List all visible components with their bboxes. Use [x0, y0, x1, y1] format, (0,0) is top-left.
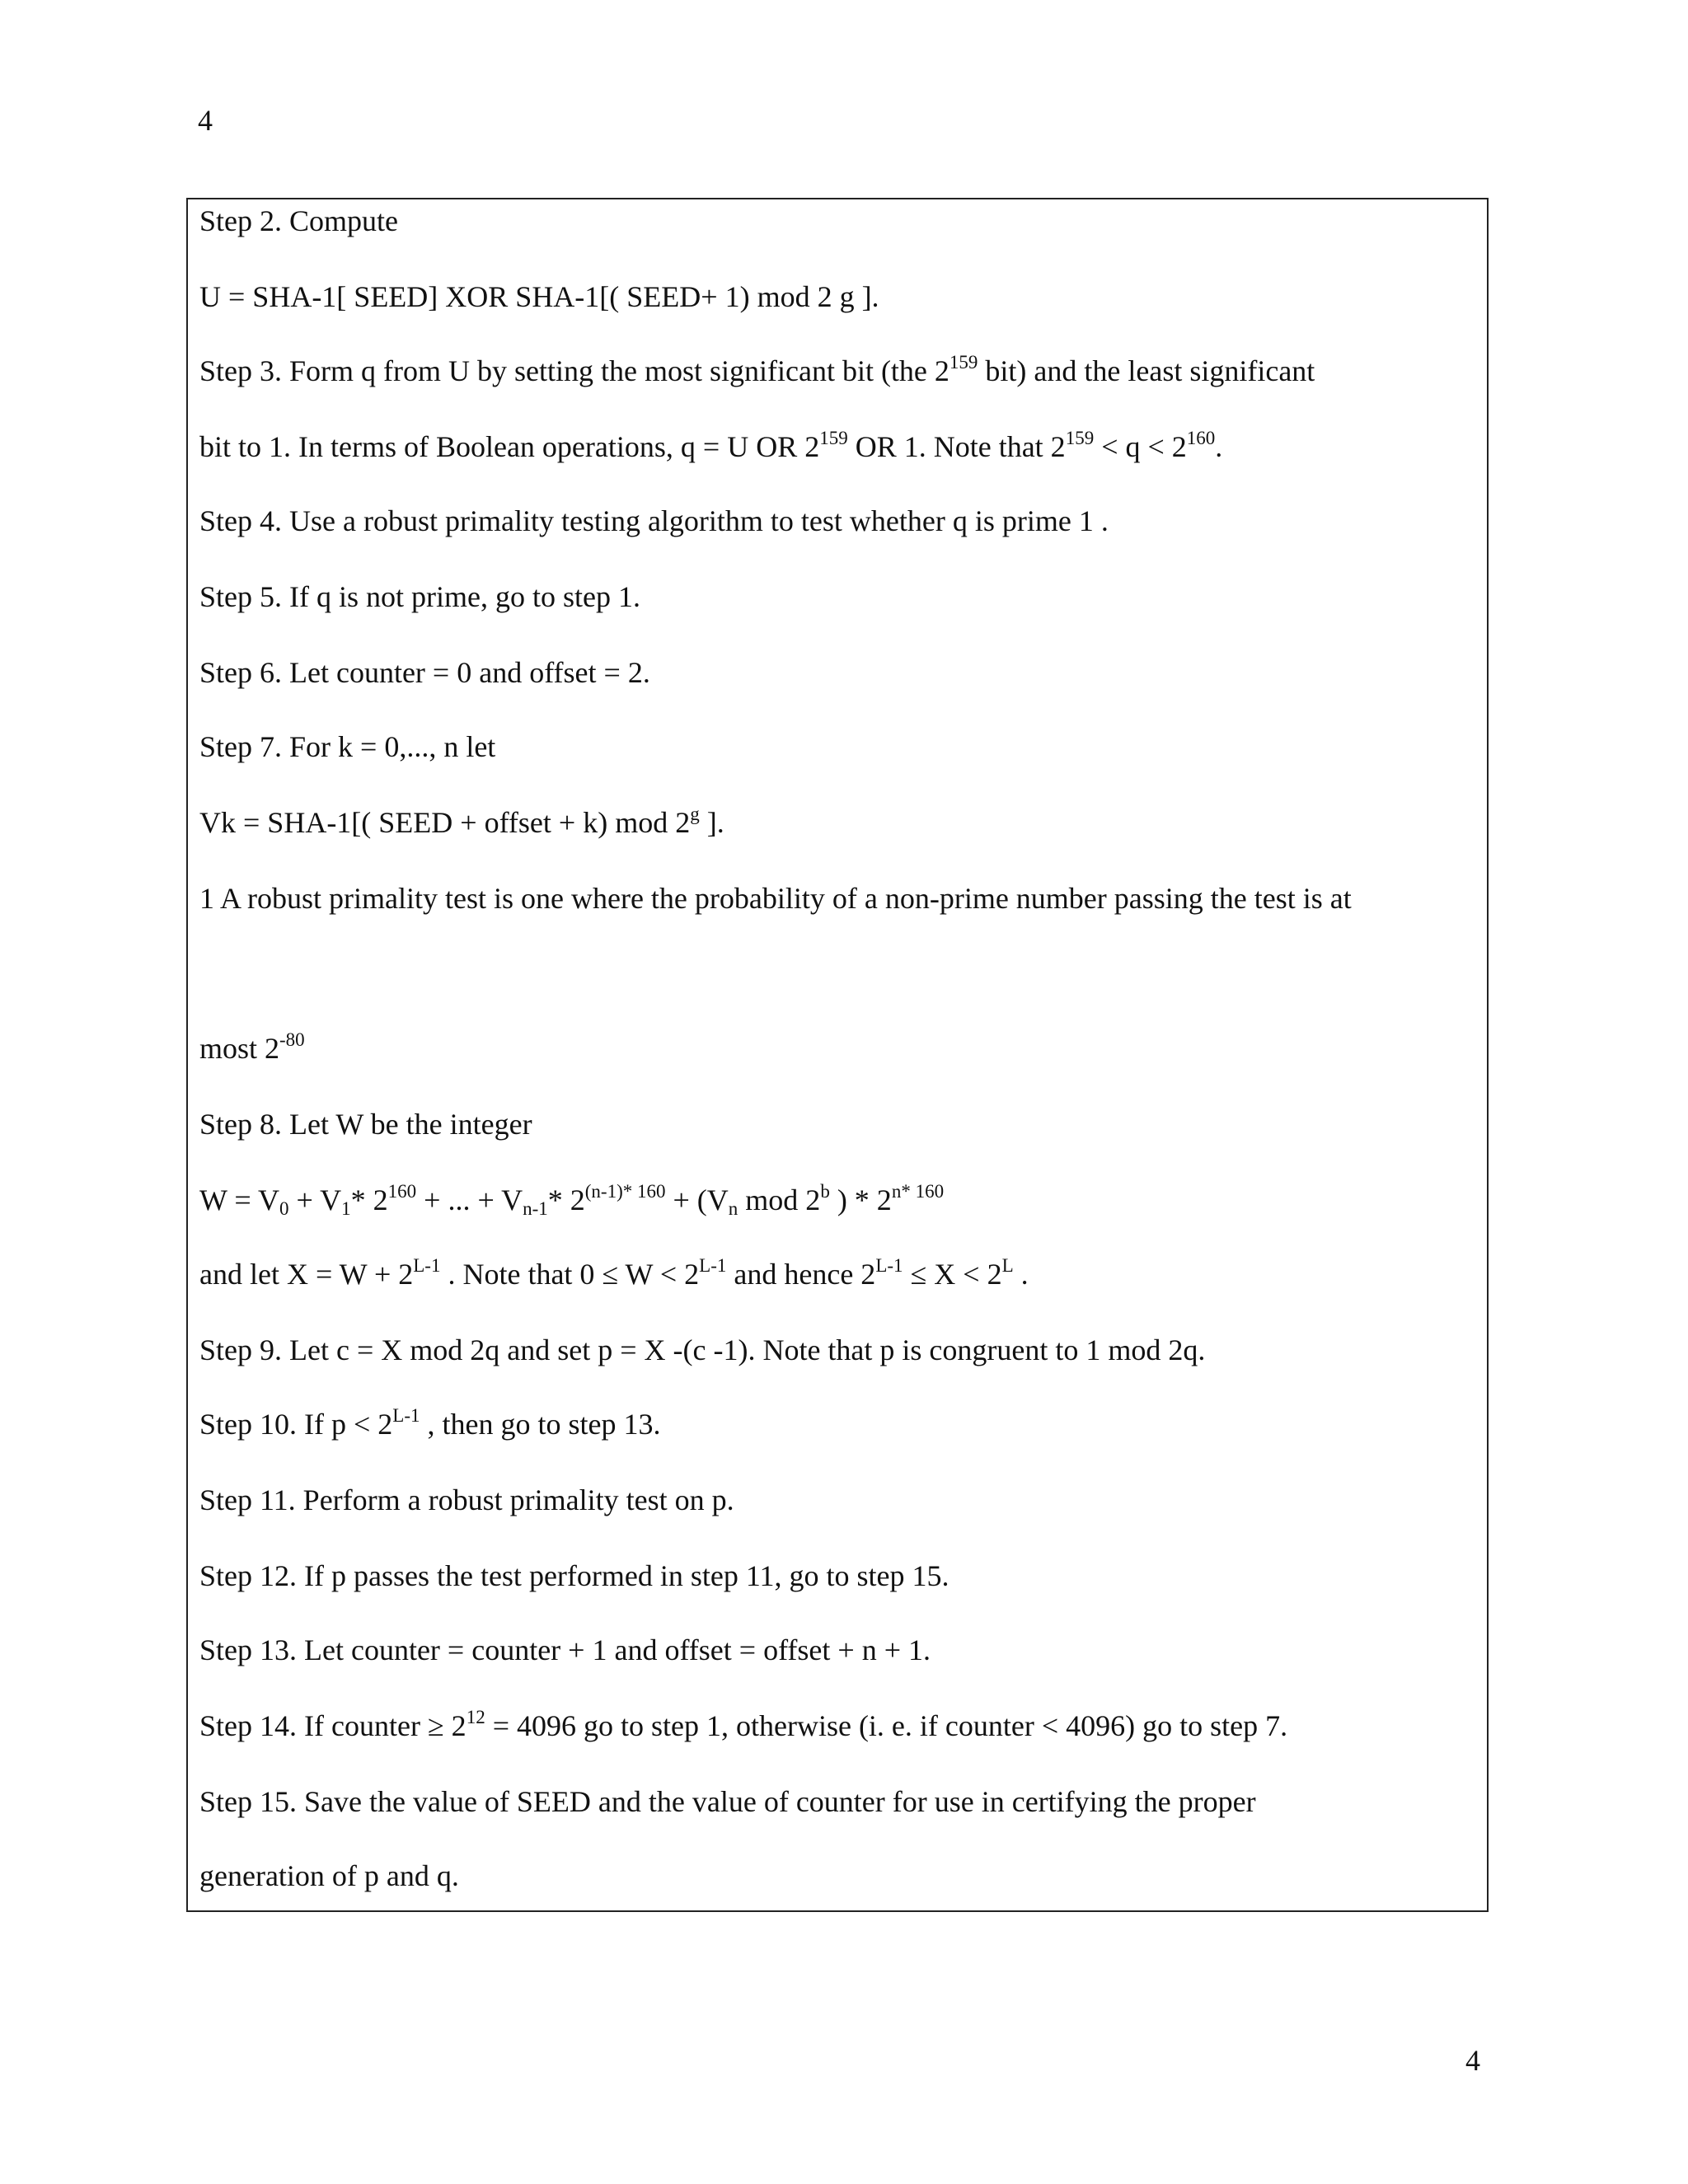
step-9-line: Step 9. Let c = X mod 2q and set p = X -(c -1). Note that p is congruent to 1 mod 2q. — [199, 1333, 1206, 1366]
step-10-line: Step 10. If $p < 2^{L-1}$ , then go to step 13. — [199, 1405, 661, 1441]
step-15-continuation-line: generation of p and q. — [199, 1859, 459, 1892]
w-formula-line: $W = V_0 + V_1*$ $2^{160}$ + ... + $V_{n-1}*$ $2^{(n-1)* 160} + (V_n$ mod 2$^b$ ) * $2^{n* 160}$ — [199, 1181, 945, 1219]
step-13-line: Step 13. Let counter = counter + 1 and offset = offset + n + 1. — [199, 1633, 931, 1666]
algorithm-box — [186, 198, 1489, 1912]
x-definition-line: and let $X = W + 2^{L-1}$ . Note that $0 \le W < 2^{L-1}$ and hence $2^{L-1} \le X < 2^L$ . — [199, 1255, 1029, 1291]
step-8-line: Step 8. Let W be the integer — [199, 1108, 532, 1141]
step-2-line: Step 2. Compute — [199, 204, 398, 237]
step-12-line: Step 12. If p passes the test performed in step 11, go to step 15. — [199, 1559, 950, 1592]
footnote-continuation-line: most $2^{-80}$ — [199, 1029, 305, 1065]
boolean-operations-line: bit to 1. In terms of Boolean operations, q = U OR $2^{159}$ OR 1. Note that $2^{159} < q < 2^{160}$. — [199, 428, 1223, 463]
page-number-bottom: 4 — [1465, 2044, 1480, 2077]
step-4-line: Step 4. Use a robust primality testing algorithm to test whether q is prime 1 . — [199, 504, 1109, 537]
u-formula-line: U = SHA-1[ SEED] XOR SHA-1[( SEED+ 1) mod 2 g ]. — [199, 280, 879, 313]
footnote-line: 1 A robust primality test is one where the probability of a non-prime number passing the test is at — [199, 882, 1352, 915]
step-6-line: Step 6. Let counter = 0 and offset = 2. — [199, 656, 650, 689]
step-5-line: Step 5. If q is not prime, go to step 1. — [199, 580, 640, 613]
step-14-line: Step 14. If counter ≥ $2^{12} = 4096$ go to step 1, otherwise (i. e. if counter < 4096) go to step 7. — [199, 1707, 1288, 1742]
step-7-line: Step 7. For k = 0,..., n let — [199, 730, 496, 763]
step-15-line: Step 15. Save the value of SEED and the value of counter for use in certifying the proper — [199, 1785, 1256, 1818]
page-number-top: 4 — [198, 104, 213, 137]
vk-formula-line: Vk = SHA-1[( SEED + offset + k) mod 2$^g$ ]. — [199, 804, 724, 839]
step-11-line: Step 11. Perform a robust primality test on p. — [199, 1483, 734, 1516]
step-3-line: Step 3. Form q from U by setting the most significant bit (the $2^{159}$ bit) and the least significant — [199, 352, 1315, 387]
